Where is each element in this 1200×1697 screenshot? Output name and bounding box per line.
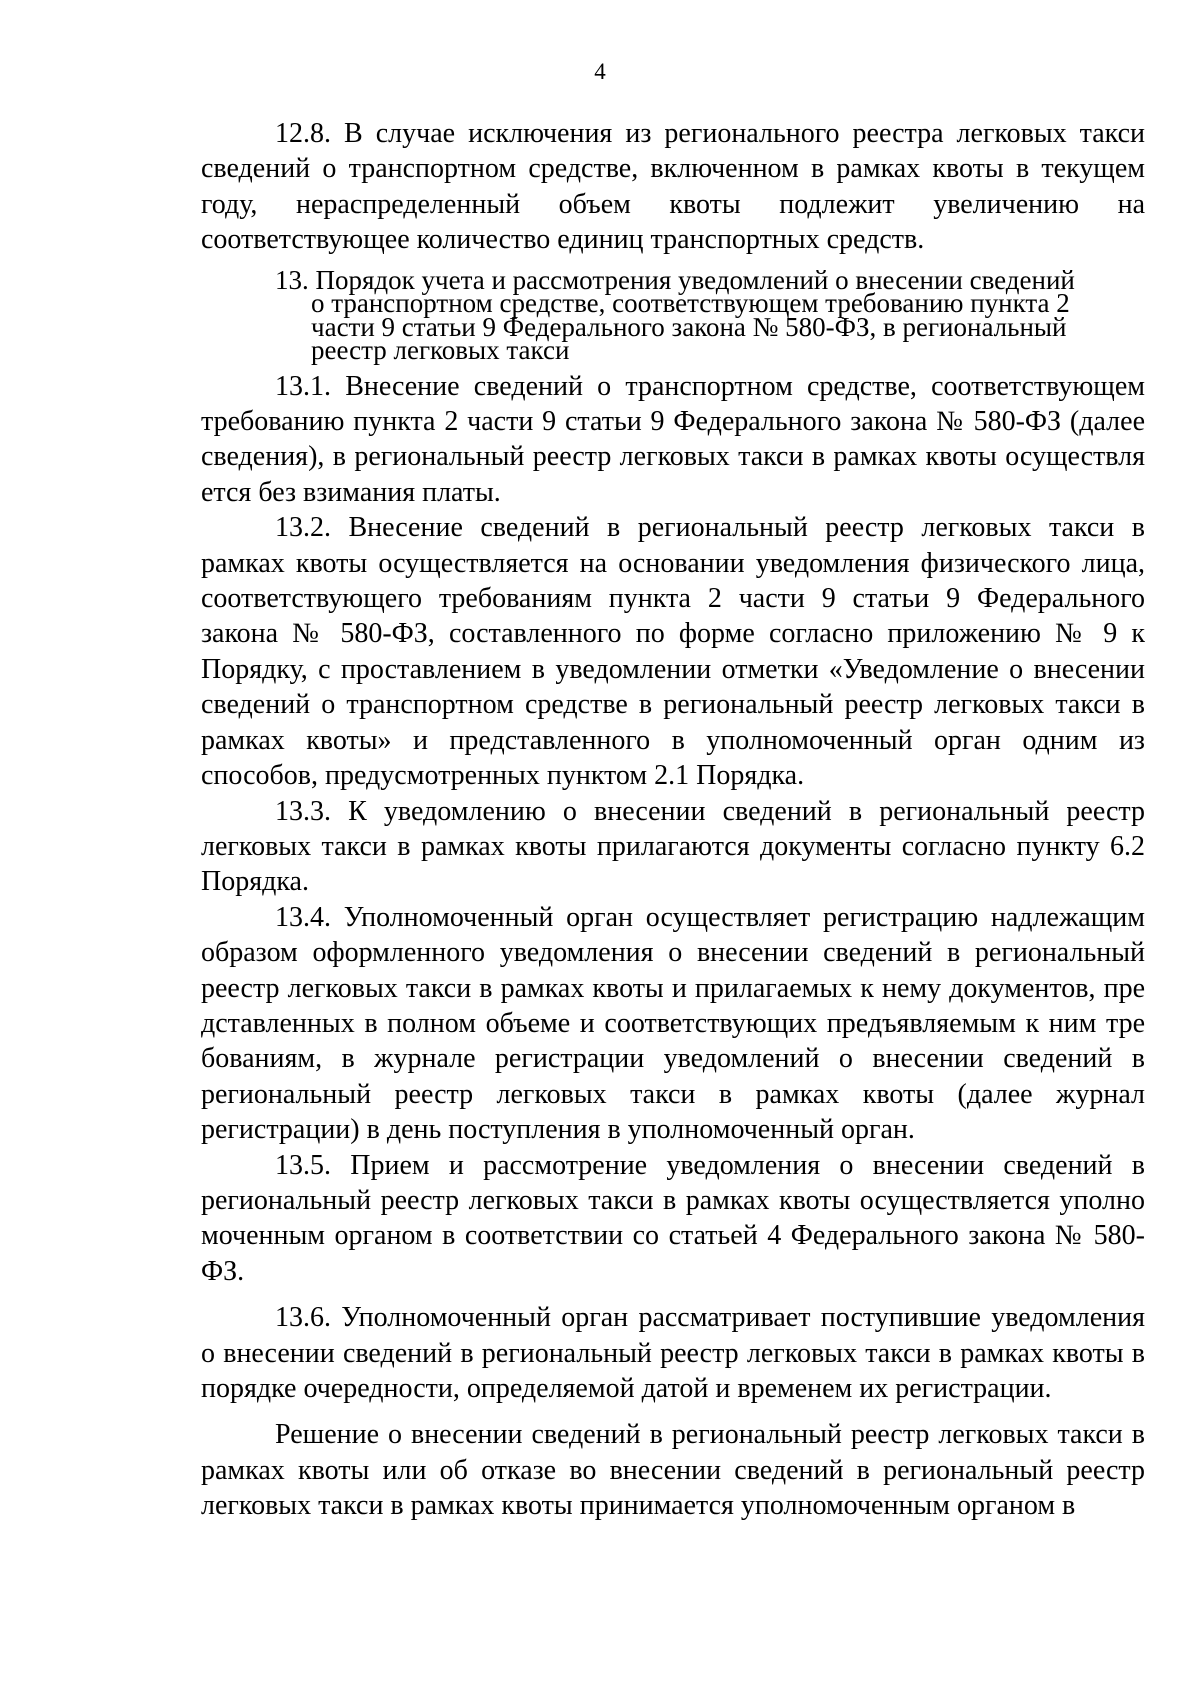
heading-line-1: 13. Порядок учета и рассмотрения уведомлений о внесении сведений	[275, 264, 1075, 295]
heading-line-2: о транспортном средстве, соответствующем требованию пункта 2	[311, 288, 1070, 319]
paragraph-decision: Решение о внесении сведений в региональный реестр легковых такси в рамках квоты или об отказе во внесении сведений в региональный реестр легковых такси в рамках квоты принимается уполномоченным органом в	[201, 1419, 1145, 1522]
paragraph-13-1: 13.1. Внесение сведений о транспортном средстве, соответствующем требованию пункта 2 части 9 статьи 9 Федерального закона № 580-ФЗ (далее сведения), в региональный реестр легковых такси в рамках квоты осуществля ется без взимания платы.	[201, 370, 1145, 508]
paragraph-13-4: 13.4. Уполномоченный орган осуществляет регистрацию надлежащим образом оформленного уведомления о внесении сведений в региональный реестр легковых такси в рамках квоты и прилагаемых к нему документов, пре дставленных в полном объеме и соответствующих предъявляемым к ним тре бованиям, в журнале регистрации уведомлений о внесении сведений в региональный реестр легковых такси в рамках квоты (далее журнал регистрации) в день поступления в уполномоченный орган.	[201, 901, 1145, 1146]
page-number: 4	[594, 59, 606, 84]
paragraph-13-2: 13.2. Внесение сведений в региональный реестр легковых такси в рамках квоты осуществляется на основании уведомления физического лица, соответствующего требованиям пункта 2 части 9 статьи 9 Федерального закона № 580-ФЗ, составленного по форме согласно приложению № 9 к Порядку, с проставлением в уведомлении отметки «Уведомление о внесении сведений о транспортном средстве в региональный реестр легковых такси в рамках квоты» и представленного в уполномоченный орган одним из способов, предусмотренных пунктом 2.1 Порядка.	[201, 512, 1145, 792]
paragraph-13-3: 13.3. К уведомлению о внесении сведений в региональный реестр легковых такси в рамках квоты прилагаются документы согласно пункту 6.2 Порядка.	[201, 795, 1145, 898]
document-body	[201, 116, 1145, 1524]
paragraph-13-5: 13.5. Прием и рассмотрение уведомления о внесении сведений в региональный реестр легковых такси в рамках квоты осуществляется уполно моченным органом в соответствии со статьей 4 Федерального закона № 580-ФЗ.	[201, 1149, 1145, 1287]
heading-line-4: реестр легковых такси	[311, 335, 570, 366]
section-heading-13	[275, 264, 1115, 366]
paragraph-12-8: 12.8. В случае исключения из регионального реестра легковых такси сведений о транспортном средстве, включенном в рамках квоты в текущем году, нераспределенный объем квоты подлежит увеличению на соответствующее количество единиц транспортных средств.	[201, 118, 1145, 256]
heading-line-3: части 9 статьи 9 Федерального закона № 580-ФЗ, в региональный	[311, 311, 1067, 342]
paragraph-13-6: 13.6. Уполномоченный орган рассматривает поступившие уведомления о внесении сведений в региональный реестр легковых такси в рамках квоты в порядке очередности, определяемой датой и временем их регистрации.	[201, 1302, 1145, 1404]
